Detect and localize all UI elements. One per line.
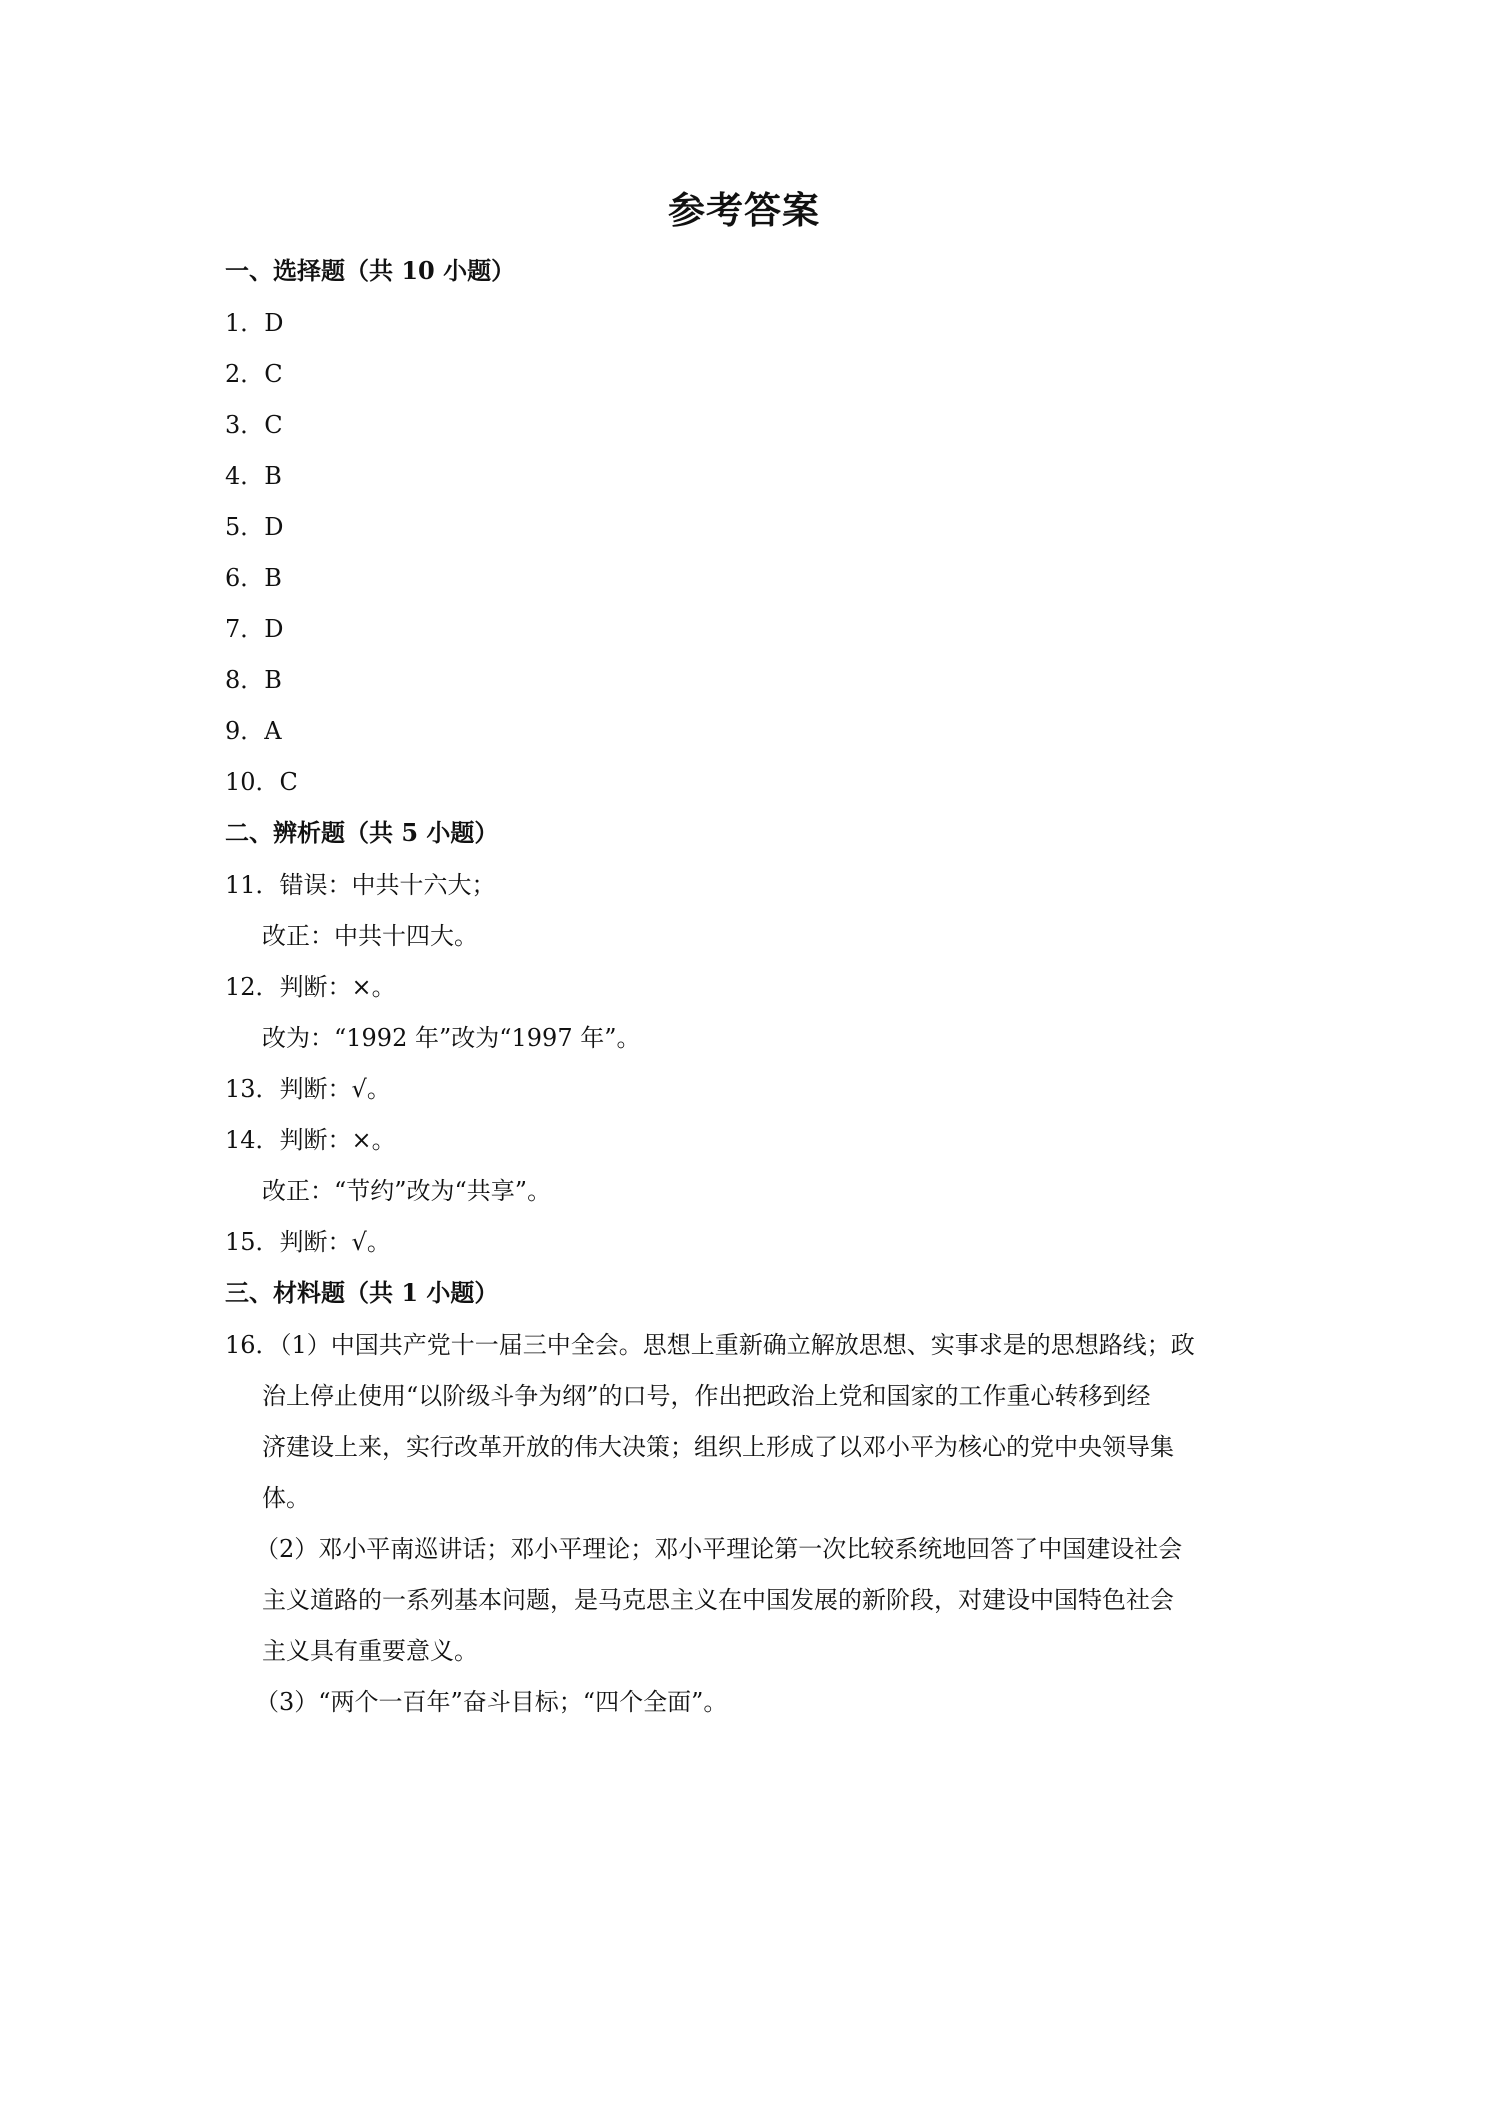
answer-item: 9．A (225, 717, 282, 745)
answer-line: 改正：“节约”改为“共享”。 (262, 1177, 552, 1205)
answer-item: 3．C (225, 411, 283, 439)
answer-item: 6．B (225, 564, 282, 592)
answer-line: 主义道路的一系列基本问题，是马克思主义在中国发展的新阶段，对建设中国特色社会 (262, 1586, 1174, 1614)
answer-line: （3）“两个一百年”奋斗目标；“四个全面”。 (255, 1688, 728, 1716)
section-heading-material: 三、材料题（共 1 小题） (225, 1278, 499, 1307)
answer-line: 12．判断：×。 (225, 973, 396, 1001)
answer-item: 10．C (225, 768, 298, 796)
answer-item: 1．D (225, 309, 284, 337)
page-title: 参考答案 (668, 188, 820, 232)
answer-line: 改正：中共十四大。 (262, 922, 478, 950)
answer-line: 治上停止使用“以阶级斗争为纲”的口号，作出把政治上党和国家的工作重心转移到经 (262, 1382, 1151, 1410)
answer-line: 体。 (262, 1484, 310, 1512)
section-heading-judge: 二、辨析题（共 5 小题） (225, 818, 499, 847)
answer-line: （2）邓小平南巡讲话；邓小平理论；邓小平理论第一次比较系统地回答了中国建设社会 (255, 1535, 1183, 1563)
answer-line: 11．错误：中共十六大； (225, 871, 496, 899)
answer-line: 15．判断：√。 (225, 1228, 391, 1256)
answer-line: 16．（1）中国共产党十一届三中全会。思想上重新确立解放思想、实事求是的思想路线；政 (225, 1331, 1195, 1359)
answer-item: 8．B (225, 666, 282, 694)
answer-line: 济建设上来，实行改革开放的伟大决策；组织上形成了以邓小平为核心的党中央领导集 (262, 1433, 1174, 1461)
answer-line: 13．判断：√。 (225, 1075, 391, 1103)
answer-item: 7．D (225, 615, 284, 643)
answer-line: 改为：“1992 年”改为“1997 年”。 (262, 1024, 641, 1052)
answer-item: 2．C (225, 360, 283, 388)
section-heading-choice: 一、选择题（共 10 小题） (225, 256, 516, 285)
answer-item: 5．D (225, 513, 284, 541)
answer-line: 14．判断：×。 (225, 1126, 396, 1154)
answer-line: 主义具有重要意义。 (262, 1637, 478, 1665)
answer-item: 4．B (225, 462, 282, 490)
